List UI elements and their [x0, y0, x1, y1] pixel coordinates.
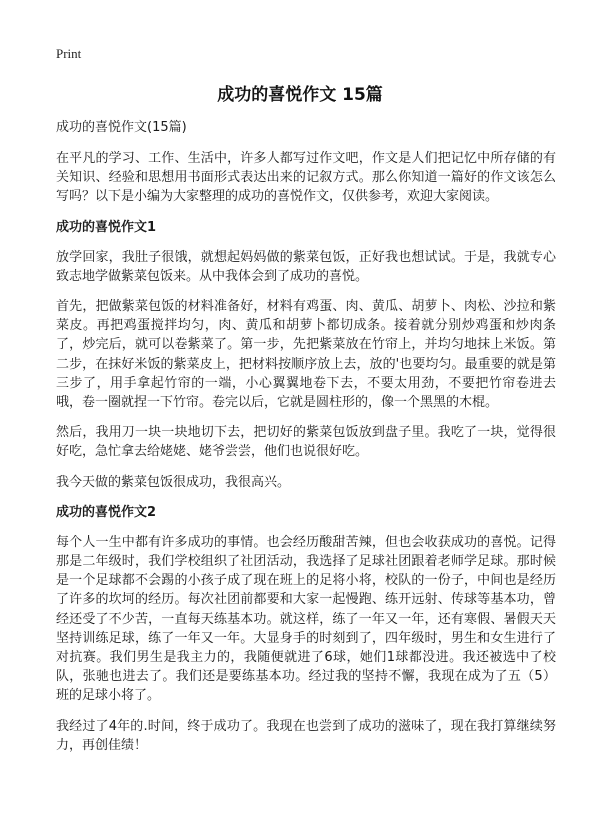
section-1-paragraph: 放学回家，我肚子很饿，就想起妈妈做的紫菜包饭，正好我也想试试。于是，我就专心致志地学做紫菜包饭来。从中我体会到了成功的喜悦。: [56, 249, 556, 284]
section-2-paragraph: 每个人一生中都有许多成功的事情。也会经历酸甜苦辣，但也会收获成功的喜悦。记得那是二年级时，我们学校组织了社团活动，我选择了足球社团跟着老师学足球。那时候是一个足球都不会踢的小孩子成了现在班上的足将小将，校队的一份子，中间也是经历了许多的坎坷的经历。每次社团前都要和大家一起慢跑、练开远射、传球等基本功，曾经还受了不少苦，一直每天练基本功。就这样，练了一年又一年，还有寒假、暑假天天坚持训练足球，练了一年又一年。大显身手的时刻到了，四年级时，男生和女生进行了对抗赛。我们男生是我主力的，我随便就进了6球，她们1球都没进。我还被选中了校队，张驰也进去了。我们还是要练基本功。经过我的坚持不懈，我现在成为了五（5）班的足球小将了。: [56, 534, 556, 704]
page-title: 成功的喜悦作文 15篇: [217, 85, 383, 105]
article-body: [56, 118, 556, 766]
section-heading-2: 成功的喜悦作文2: [56, 504, 157, 520]
print-link[interactable]: Print: [56, 46, 82, 61]
intro-paragraph: 在平凡的学习、工作、生活中，许多人都写过作文吧，作文是人们把记忆中所存储的有关知识、经验和思想用书面形式表达出来的记叙方式。那么你知道一篇好的作文该怎么写吗？以下是小编为大家整理的成功的喜悦作文，仅供参考，欢迎大家阅读。: [56, 151, 556, 205]
section-1-paragraph: 我今天做的紫菜包饭很成功，我很高兴。: [56, 474, 291, 490]
section-2-paragraph: 我经过了4年的.时间，终于成功了。我现在也尝到了成功的滋味了，现在我打算继续努力，再创佳绩！: [56, 718, 556, 753]
section-heading-1: 成功的喜悦作文1: [56, 219, 157, 235]
section-1-paragraph: 首先，把做紫菜包饭的材料准备好，材料有鸡蛋、肉、黄瓜、胡萝卜、肉松、沙拉和紫菜皮。再把鸡蛋搅拌均匀，肉、黄瓜和胡萝卜都切成条。接着就分别炒鸡蛋和炒肉条了，炒完后，就可以卷紫菜了。第一步，先把紫菜放在竹帘上，并均匀地抹上米饭。第二步，在抹好米饭的紫菜皮上，把材料按顺序放上去，放的'也要均匀。最重要的就是第三步了，用手拿起竹帘的一端，小心翼翼地卷下去，不要太用劲，不要把竹帘卷进去哦，卷一圈就捏一下竹帘。卷完以后，它就是圆柱形的，像一个黑黑的木棍。: [56, 299, 556, 411]
section-1-paragraph: 然后，我用刀一块一块地切下去，把切好的紫菜包饭放到盘子里。我吃了一块，觉得很好吃，急忙拿去给姥姥、姥爷尝尝，他们也说很好吃。: [56, 425, 556, 460]
article-subtitle: 成功的喜悦作文(15篇): [56, 120, 187, 135]
